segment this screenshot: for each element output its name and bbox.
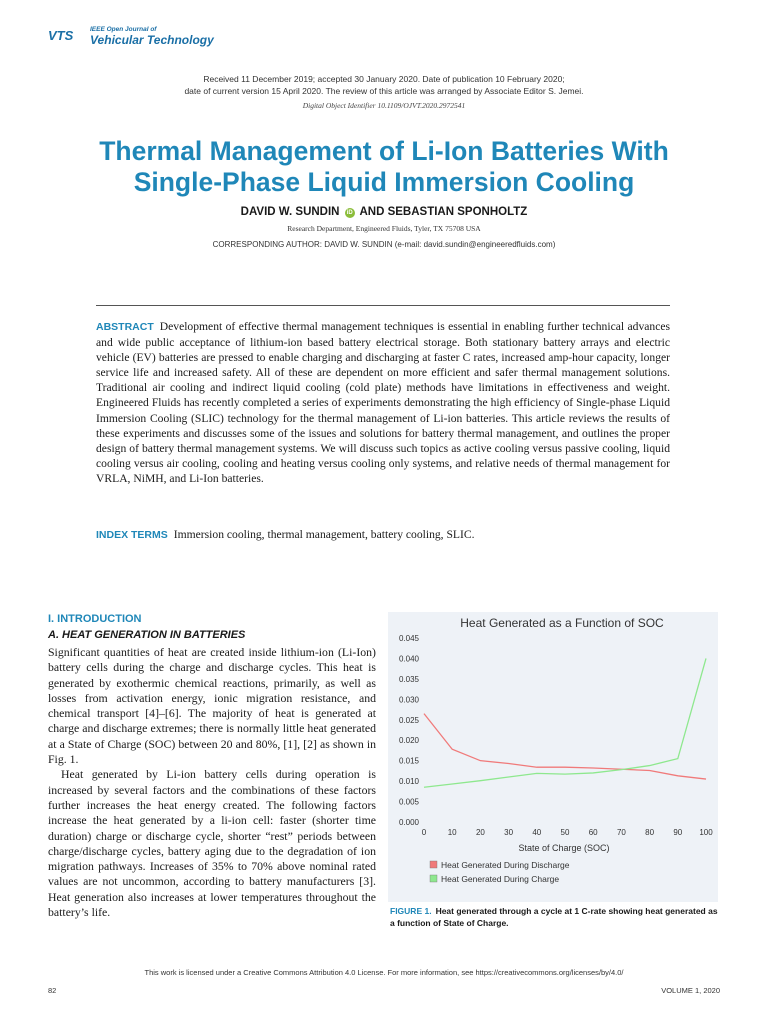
figure-1-chart (388, 612, 718, 902)
y-tick-label: 0.040 (398, 654, 419, 664)
paragraph-1: Significant quantities of heat are created inside lithium-ion (Li-Ion) battery cells during the charge and discharge cycles. This heat is generated by exothermic chemical reactions, primarily, as well as losses from activation energy, ionic migration resistance, and chemical transport [4]–[6]. The majority of heat is generated at charge and discharge extremes; there is normally little heat generated at a State of Charge (SOC) between 20 and 80%, [1], [2] as shown in Fig. 1. (48, 645, 376, 767)
x-tick-label: 40 (532, 828, 542, 837)
x-tick-label: 100 (699, 828, 713, 837)
abstract (96, 319, 670, 486)
y-tick-label: 0.025 (398, 715, 419, 725)
divider (96, 305, 670, 306)
doi: Digital Object Identifier 10.1109/OJVT.2020.2972541 (302, 101, 466, 110)
received-line-2: date of current version 15 April 2020. The review of this article was arranged by Associate Editor S. Jemei. (184, 85, 584, 96)
abstract-label: ABSTRACT (96, 321, 154, 333)
figure-caption (390, 906, 720, 929)
chart-background (388, 612, 718, 902)
y-tick-label: 0.005 (398, 797, 419, 807)
figure-caption-text: Heat generated through a cycle at 1 C-rate showing heat generated as a function of State of Charge. (390, 906, 718, 928)
y-tick-label: 0.045 (398, 634, 419, 643)
x-tick-label: 50 (560, 828, 570, 837)
subsection-heading: A. HEAT GENERATION IN BATTERIES (48, 629, 246, 641)
author-list (0, 206, 768, 218)
index-terms-label: INDEX TERMS (96, 529, 168, 541)
y-tick-label: 0.015 (398, 756, 419, 766)
y-tick-label: 0.000 (398, 818, 419, 827)
paper-title (20, 136, 748, 198)
x-tick-label: 30 (504, 828, 514, 837)
journal-name: Vehicular Technology (90, 33, 214, 47)
section-heading: I. INTRODUCTION (48, 613, 142, 625)
legend-label: Heat Generated During Charge (441, 874, 560, 884)
affiliation: Research Department, Engineered Fluids, Tyler, TX 75708 USA (287, 224, 481, 233)
legend-swatch (430, 861, 437, 868)
volume-info: VOLUME 1, 2020 (661, 986, 720, 995)
title-line-2: Single-Phase Liquid Immersion Cooling (133, 167, 635, 197)
journal-logo (46, 26, 82, 44)
x-tick-label: 0 (421, 828, 427, 837)
author-2: AND SEBASTIAN SPONHOLTZ (359, 206, 528, 218)
license-notice: This work is licensed under a Creative Commons Attribution 4.0 License. For more information, see https://creativecommons.org/licenses/by/4.0/ (144, 968, 624, 977)
logo-text: VTS (48, 28, 74, 43)
figure-label: FIGURE 1. (390, 906, 432, 916)
journal-subtitle: IEEE Open Journal of (90, 26, 157, 33)
body-text (48, 645, 376, 920)
abstract-text: Development of effective thermal management techniques is essential in enabling further technical advances and wide public acceptance of lithium-ion based battery electrical storage. Both stationary battery arrays and electric vehicle (EV) batteries are pressed to enable charging and discharging at faster C rates, increased amp-hour capacity, longer service life and increased safety. All of these are dependent on more efficient and safer thermal management solutions. Traditional air cooling and indirect liquid cooling (cold plate) methods have limitations in effectiveness and weight. Engineered Fluids has recently completed a series of experiments demonstrating the high efficiency of Single-phase Liquid Immersion Cooling (SLIC) technology for the thermal management of Li-ion batteries. This article reviews the results of these experiments and discusses some of the issues and solutions for battery thermal management, and outlines the proper design of battery thermal management systems. We will discuss such topics as active cooling versus passive cooling, liquid cooling versus air cooling, cooling and heating versus cooling only systems, and relative needs of thermal management for VRLA, NiMH, and Li-Ion batteries. (96, 320, 670, 485)
x-tick-label: 70 (616, 828, 626, 837)
x-axis-label: State of Charge (SOC) (518, 843, 610, 853)
y-tick-label: 0.035 (398, 674, 419, 684)
orcid-icon[interactable]: iD (346, 210, 353, 216)
legend-label: Heat Generated During Discharge (441, 860, 570, 870)
author-1: DAVID W. SUNDIN (240, 206, 340, 218)
index-terms (96, 527, 670, 543)
y-tick-label: 0.020 (398, 736, 419, 746)
index-terms-text: Immersion cooling, thermal management, battery cooling, SLIC. (173, 528, 475, 541)
y-tick-label: 0.030 (398, 695, 419, 705)
publication-dates (0, 74, 768, 97)
x-tick-label: 60 (588, 828, 598, 837)
corresponding-author: CORRESPONDING AUTHOR: DAVID W. SUNDIN (e-mail: david.sundin@engineeredfluids.com) (212, 240, 556, 249)
x-tick-label: 20 (475, 828, 485, 837)
x-tick-label: 10 (447, 828, 457, 837)
paragraph-2: Heat generated by Li-ion battery cells during operation is increased by several factors and the combinations of these factors further increases the heat energy created. The following factors increase the heat generated by a li-ion cell: faster (shorter time duration) charge or discharge cycle, shorter “rest” periods between charge/discharge cycles, battery aging due to the degradation of ion migration pathways. Increases of 35% to 70% above nominal rated values are not uncommon, according to battery manufacturers [3]. Heat generation also increases at lower temperatures throughout the battery’s life. (48, 767, 376, 920)
page-number: 82 (48, 986, 57, 995)
x-tick-label: 80 (645, 828, 655, 837)
chart-title: Heat Generated as a Function of SOC (460, 616, 664, 630)
received-line-1: Received 11 December 2019; accepted 30 January 2020. Date of publication 10 February 2020; (203, 74, 565, 84)
legend-swatch (430, 875, 437, 882)
title-line-1: Thermal Management of Li-Ion Batteries With (99, 136, 669, 166)
y-tick-label: 0.010 (398, 777, 419, 787)
x-tick-label: 90 (673, 828, 683, 837)
